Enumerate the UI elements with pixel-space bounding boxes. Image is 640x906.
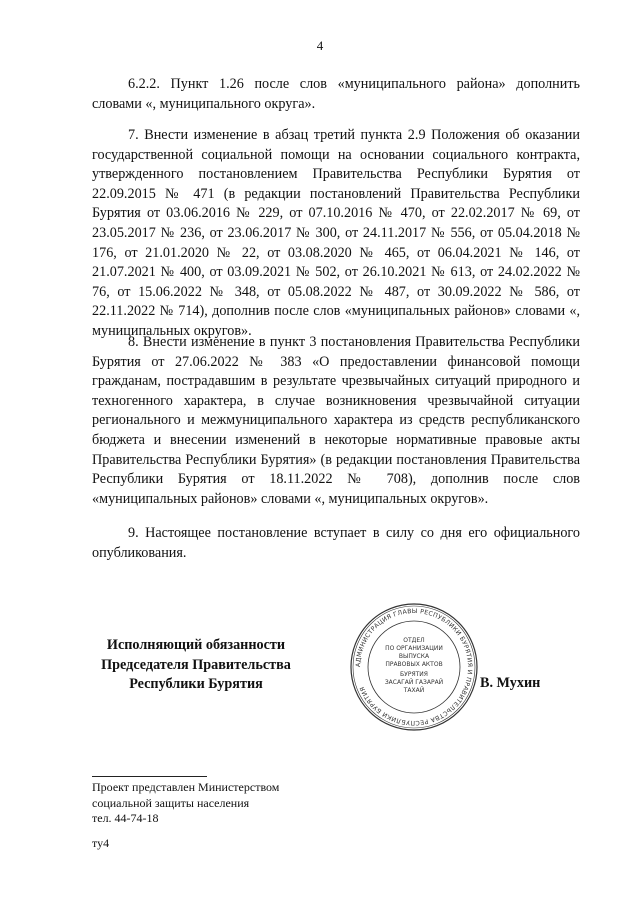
paragraph-7: 7. Внести изменение в абзац третий пункта 2.9 Положения об оказании государственной социальной помощи на основании социального контракта, утвержденного постановлением Правительства Республики Бурятия от 22.09.2015 № 471 (в редакции постановлений Правительства Республики Бурятия от 03.06.2016 № 229, от 07.10.2016 № 470, от 22.02.2017 № 69, от 23.05.2017 № 236, от 23.06.2017 № 300, от 24.11.2017 № 556, от 05.04.2018 № 176, от 21.01.2020 № 22, от 03.08.2020 № 465, от 06.04.2021 № 146, от 21.07.2021 № 400, от 03.09.2021 № 502, от 26.10.2021 № 613, от 24.02.2022 № 76, от 15.06.2022 № 348, от 05.08.2022 № 487, от 30.09.2022 № 586, от 22.11.2022 № 714), дополнив после слов «муниципальных районов» словами «, муниципальных округов». bbox=[92, 127, 580, 339]
seal-inner-line: ПРАВОВЫХ АКТОВ bbox=[385, 661, 443, 668]
seal-inner-line: ПО ОРГАНИЗАЦИИ bbox=[385, 645, 443, 652]
signer-position-line: Исполняющий обязанности bbox=[106, 637, 286, 653]
signer-name: В. Мухин bbox=[480, 675, 541, 691]
paragraph-8: 8. Внести изменение в пункт 3 постановления Правительства Республики Бурятия от 27.06.2022 № 383 «О предоставлении финансовой помощи гражданам, пострадавшим в результате чрезвычайных ситуаций природного и техногенного характера, в случае возникновения чрезвычайной ситуации регионального и межмуниципального характера из средств республиканского бюджета и внесении изменений в некоторые нормативные правовые акты Правительства Республики Бурятия» (в редакции постановления Правительства Республики Бурятия от 18.11.2022 № 708), дополнив после слов «муниципальных районов» словами «, муниципальных округов». bbox=[92, 334, 580, 507]
official-seal bbox=[349, 602, 479, 732]
footer-note bbox=[92, 780, 279, 827]
seal-inner-line: БУРЯТИЯ bbox=[400, 671, 428, 678]
footer-line: социальной защиты населения bbox=[92, 795, 250, 810]
seal-inner-line: ТАХАЙ bbox=[403, 687, 425, 694]
paragraph-9: 9. Настоящее постановление вступает в силу со дня его официального опубликования. bbox=[92, 525, 580, 561]
document-code: ту4 bbox=[92, 836, 110, 850]
seal-inner-line: ЗАСАГАЙ ГАЗАРАЙ bbox=[384, 679, 444, 686]
footer-divider bbox=[92, 776, 207, 777]
footer-line: тел. 44-74-18 bbox=[92, 811, 159, 825]
paragraph-6-2-2: 6.2.2. Пункт 1.26 после слов «муниципального района» дополнить словами «, муниципального округа». bbox=[92, 76, 580, 112]
seal-outer-text: АДМИНИСТРАЦИЯ ГЛАВЫ РЕСПУБЛИКИ БУРЯТИЯ И ПРАВИТЕЛЬСТВА РЕСПУБЛИКИ БУРЯТИЯ bbox=[354, 607, 474, 727]
seal-inner-line: ОТДЕЛ bbox=[403, 637, 425, 644]
signer-position-line: Председателя Правительства bbox=[101, 656, 291, 673]
signer-position bbox=[86, 636, 306, 695]
page-number: 4 bbox=[316, 38, 324, 53]
footer-line: Проект представлен Министерством bbox=[92, 780, 280, 794]
signer-position-line: Республики Бурятия bbox=[129, 676, 263, 693]
seal-inner-line: ВЫПУСКА bbox=[398, 653, 430, 660]
